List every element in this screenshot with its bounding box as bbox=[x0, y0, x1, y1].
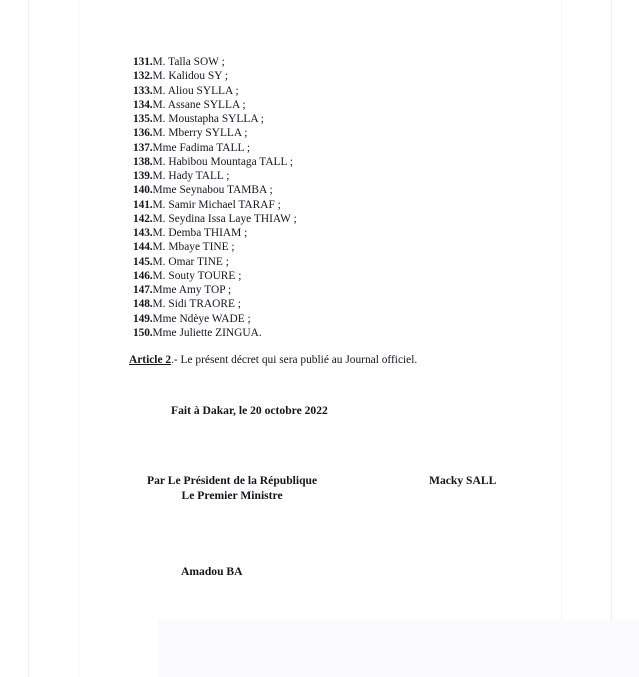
list-item-name: M. Habibou Mountaga TALL ; bbox=[152, 155, 294, 168]
list-item bbox=[133, 326, 533, 340]
list-item-number: 134. bbox=[133, 98, 153, 111]
list-item-name: Mme Fadima TALL ; bbox=[152, 141, 251, 154]
list-item-name: M. Mbaye TINE ; bbox=[152, 241, 235, 254]
list-item-name: M. Mberry SYLLA ; bbox=[152, 127, 248, 140]
list-item-name: M. Sidi TRAORE ; bbox=[152, 298, 241, 311]
date-line: Fait à Dakar, le 20 octobre 2022 bbox=[171, 404, 328, 417]
numbered-name-list bbox=[133, 55, 533, 340]
list-item-number: 142. bbox=[133, 212, 153, 225]
list-item-number: 137. bbox=[133, 141, 153, 154]
list-item bbox=[133, 198, 533, 212]
list-item-name: M. Demba THIAM ; bbox=[152, 227, 248, 239]
list-item-number: 133. bbox=[133, 84, 153, 97]
page-bottom-area bbox=[158, 620, 639, 677]
article-paragraph bbox=[129, 353, 417, 367]
list-item-number: 135. bbox=[133, 113, 153, 125]
list-item-number: 138. bbox=[133, 155, 153, 168]
page-guide-rule-right-outer bbox=[611, 0, 612, 677]
list-item-number: 136. bbox=[133, 127, 153, 140]
list-item-number: 140. bbox=[133, 184, 153, 197]
list-item bbox=[133, 269, 533, 283]
list-item bbox=[133, 155, 533, 169]
list-item-name: M. Samir Michael TARAF ; bbox=[152, 198, 281, 211]
list-item-name: M. Hady TALL ; bbox=[152, 170, 230, 182]
list-item bbox=[133, 312, 533, 326]
list-item-name: M. Assane SYLLA ; bbox=[152, 98, 246, 111]
document-page bbox=[79, 0, 561, 677]
list-item-number: 132. bbox=[133, 70, 153, 83]
list-item-name: Mme Seynabou TAMBA ; bbox=[152, 184, 273, 197]
vertical-scrollbar-track[interactable] bbox=[596, 0, 609, 677]
list-item bbox=[133, 255, 533, 269]
list-item-name: Mme Ndèye WADE ; bbox=[152, 312, 251, 325]
list-item-number: 139. bbox=[133, 170, 153, 182]
list-item-name: M. Aliou SYLLA ; bbox=[152, 84, 239, 97]
signature-president-name: Macky SALL bbox=[429, 474, 497, 487]
list-item bbox=[133, 297, 533, 311]
signature-title-line-2: Le Premier Ministre bbox=[181, 488, 283, 502]
article-label: Article 2 bbox=[129, 354, 172, 366]
list-item-number: 150. bbox=[133, 326, 153, 339]
list-item-name: M. Seydina Issa Laye THIAW ; bbox=[152, 212, 297, 225]
list-item-name: M. Kalidou SY ; bbox=[152, 70, 229, 83]
list-item bbox=[133, 126, 533, 140]
signature-block-left bbox=[147, 474, 317, 503]
list-item bbox=[133, 112, 533, 126]
list-item-name: M. Souty TOURE ; bbox=[152, 269, 242, 282]
list-item bbox=[133, 84, 533, 98]
list-item bbox=[133, 240, 533, 254]
list-item-number: 143. bbox=[133, 227, 153, 239]
list-item-number: 147. bbox=[133, 284, 153, 296]
list-item bbox=[133, 212, 533, 226]
list-item-number: 144. bbox=[133, 241, 153, 254]
page-guide-rule-left-outer bbox=[28, 0, 29, 677]
list-item-number: 145. bbox=[133, 255, 153, 268]
article-text: .- Le présent décret qui sera publié au Journal officiel. bbox=[171, 354, 418, 366]
list-item-name: M. Moustapha SYLLA ; bbox=[152, 113, 264, 125]
list-item-number: 148. bbox=[133, 298, 153, 311]
list-item bbox=[133, 183, 533, 197]
list-item bbox=[133, 55, 533, 69]
list-item-name: M. Omar TINE ; bbox=[152, 255, 229, 268]
list-item bbox=[133, 69, 533, 83]
list-item bbox=[133, 98, 533, 112]
signature-title-line-1: Par Le Président de la République bbox=[147, 474, 318, 487]
list-item-name: M. Talla SOW ; bbox=[152, 56, 225, 68]
list-item bbox=[133, 169, 533, 183]
list-item-name: Mme Amy TOP ; bbox=[152, 284, 232, 296]
list-item-number: 146. bbox=[133, 269, 153, 282]
list-item-number: 141. bbox=[133, 198, 153, 211]
list-item bbox=[133, 226, 533, 240]
list-item bbox=[133, 283, 533, 297]
page-content bbox=[79, 0, 561, 677]
list-item-number: 149. bbox=[133, 312, 153, 325]
signature-prime-minister-name: Amadou BA bbox=[181, 565, 243, 578]
list-item-name: Mme Juliette ZINGUA. bbox=[152, 326, 262, 339]
list-item bbox=[133, 141, 533, 155]
list-item-number: 131. bbox=[133, 56, 153, 68]
